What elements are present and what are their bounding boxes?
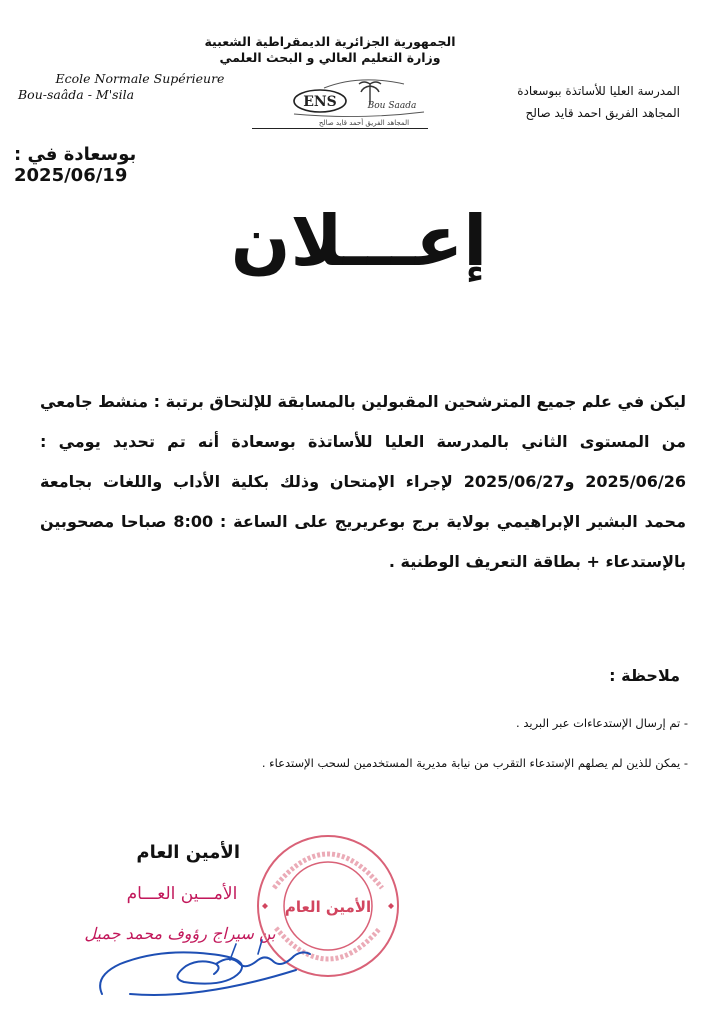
republic-name: الجمهورية الجزائرية الديمقراطية الشعبية [204,34,456,49]
school-city-fr: Bou-saâda - M'sila [18,87,135,102]
announcement-body: ليكن في علم جميع المترشحين المقبولين بالمسابقة للإلتحاق برتبة : منشط جامعي من المستوى الثاني بالمدرسة العليا للأساتذة بوسعادة أنه تم تحديد يومي : 2025/06/26 و2025/06/27 لإجراء الإمتحان وذلك بكلية الأداب واللغات بجامعة محمد البشير الإبراهيمي بولاية برج بوعريريج على الساعة : 8:00 صباحا مصحوبين بالإستدعاء + بطاقة التعريف الوطنية . [40,392,687,571]
stamp-title: الأمـــين العـــام [126,884,238,904]
ens-logo-icon [284,70,434,128]
note-item: - تم إرسال الإستدعاءات عبر البريد . [516,716,688,730]
logo-text: ENS [303,94,337,110]
note-item: - يمكن للذين لم يصلهم الإستدعاء التقرب من نيابة مديرية المستخدمين لسحب الإستدعاء . [261,756,688,770]
seal-center-text: الأمين العام [284,898,372,916]
ministry-name: وزارة التعليم العالي و البحث العلمي [219,50,441,65]
school-dedication-ar: المجاهد الفريق احمد قايد صالح [525,106,680,120]
logo-sub: Bou Saada [367,101,417,111]
announcement-title: إعـــلان [230,200,488,282]
logo-caption: المجاهد الفريق أحمد قايد صالح [318,119,410,127]
document-date: بوسعادة في : 2025/06/19 [14,144,137,186]
signatory-title: الأمين العام [136,842,240,863]
school-name-ar: المدرسة العليا للأساتذة ببوسعادة [517,84,680,98]
handwritten-signature-icon [90,924,320,1008]
stamp-name: بن سيراج رؤوف محمد جميل [84,924,276,943]
notes-label: ملاحظة : [609,666,680,685]
school-name-fr: Ecole Normale Supérieure [55,71,225,86]
header-divider [252,128,428,129]
